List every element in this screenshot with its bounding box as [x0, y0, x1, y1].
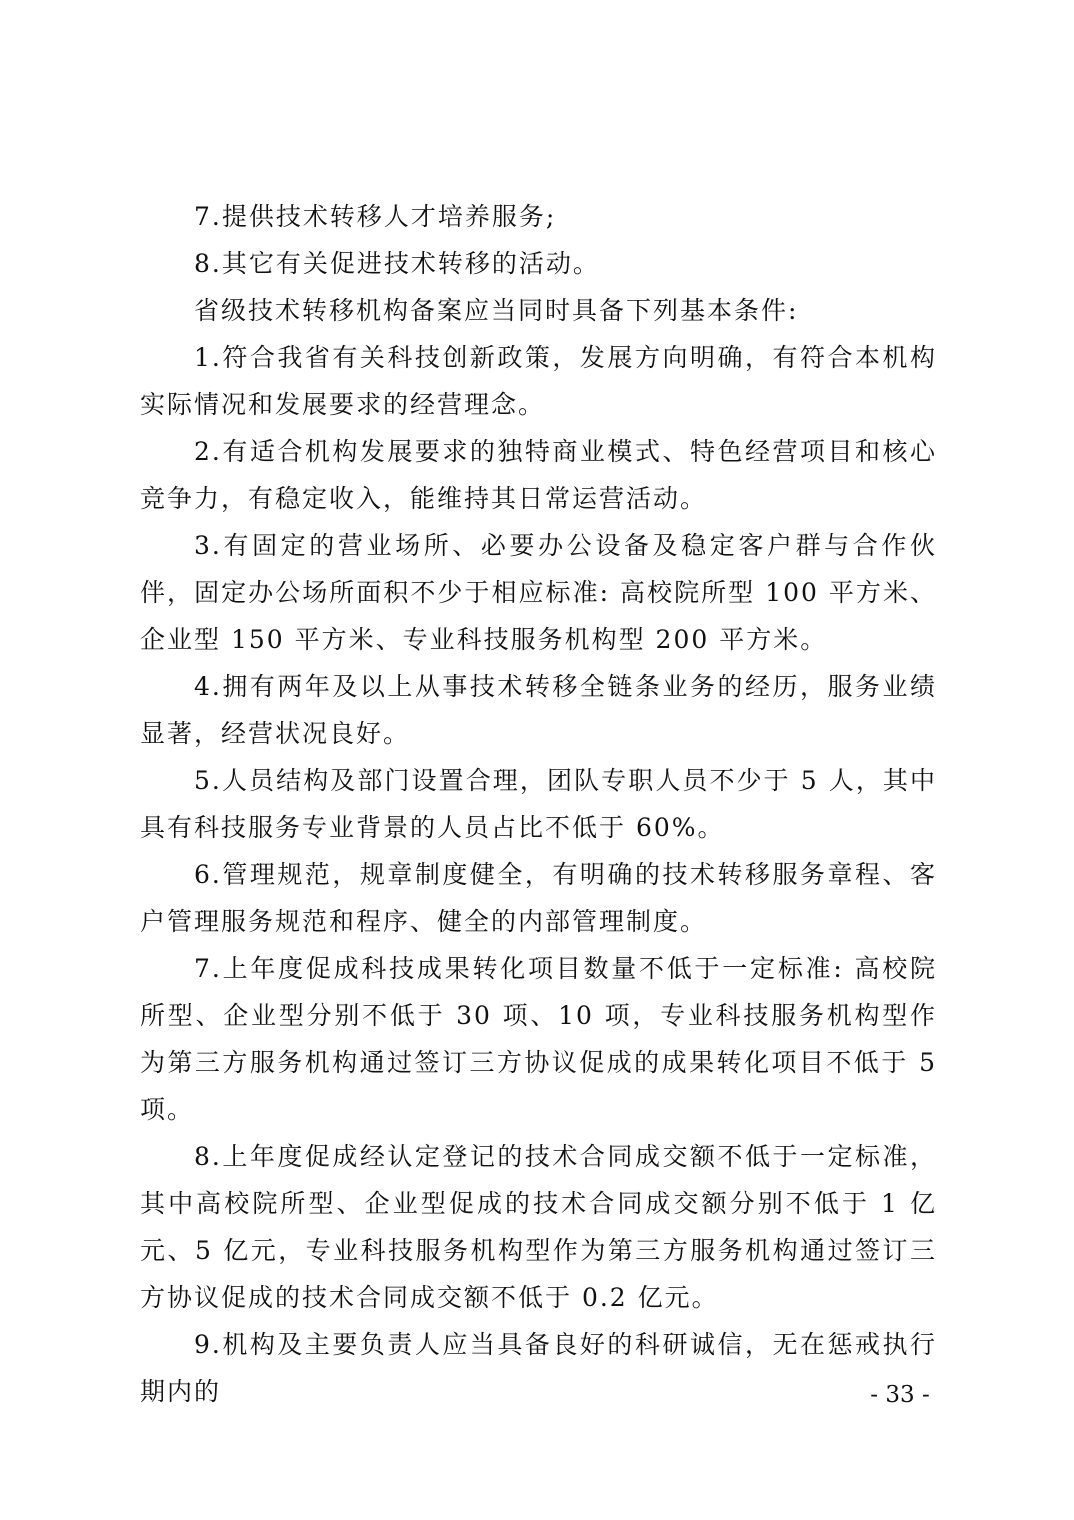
- paragraph-condition-2: 2.有适合机构发展要求的独特商业模式、特色经营项目和核心竞争力，有稳定收入，能维持其日常运营活动。: [140, 437, 937, 513]
- paragraph-condition-5: 5.人员结构及部门设置合理，团队专职人员不少于 5 人，其中具有科技服务专业背景的人员占比不低于 60%。: [140, 766, 937, 842]
- paragraph-item-8-other-activities: 8.其它有关促进技术转移的活动。: [194, 249, 600, 278]
- paragraph-condition-9: 9.机构及主要负责人应当具备良好的科研诚信，无在惩戒执行期内的: [140, 1330, 937, 1406]
- paragraph-condition-8: 8.上年度促成经认定登记的技术合同成交额不低于一定标准，其中高校院所型、企业型促成的技术合同成交额分别不低于 1 亿元、5 亿元，专业科技服务机构型作为第三方服务机构通过签订三方协议促成的技术合同成交额不低于 0.2 亿元。: [140, 1142, 937, 1312]
- paragraph-condition-6: 6.管理规范，规章制度健全，有明确的技术转移服务章程、客户管理服务规范和程序、健全的内部管理制度。: [140, 860, 937, 936]
- document-body: [140, 193, 937, 1415]
- paragraph-condition-3: 3.有固定的营业场所、必要办公设备及稳定客户群与合作伙伴，固定办公场所面积不少于相应标准: 高校院所型 100 平方米、企业型 150 平方米、专业科技服务机构型 200 平方米。: [140, 531, 937, 654]
- paragraph-conditions-intro: 省级技术转移机构备案应当同时具备下列基本条件:: [194, 296, 799, 325]
- paragraph-item-7-talent-training: 7.提供技术转移人才培养服务;: [194, 202, 557, 231]
- paragraph-condition-4: 4.拥有两年及以上从事技术转移全链条业务的经历，服务业绩显著，经营状况良好。: [140, 672, 937, 748]
- paragraph-condition-1: 1.符合我省有关科技创新政策，发展方向明确，有符合本机构实际情况和发展要求的经营理念。: [140, 343, 937, 419]
- page-number: - 33 -: [870, 1382, 930, 1408]
- paragraph-condition-7: 7.上年度促成科技成果转化项目数量不低于一定标准: 高校院所型、企业型分别不低于 30 项、10 项，专业科技服务机构型作为第三方服务机构通过签订三方协议促成的成果转化项目不低于 5 项。: [140, 954, 937, 1124]
